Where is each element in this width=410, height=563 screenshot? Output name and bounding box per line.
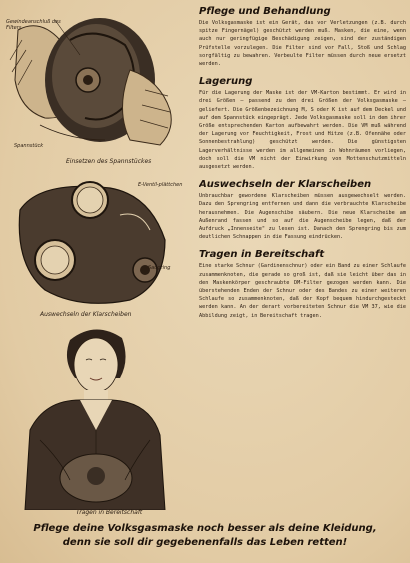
section-care xyxy=(199,6,406,68)
footer-slogan xyxy=(0,522,410,550)
heading-carrying: Tragen in Bereitschaft xyxy=(199,249,325,261)
label-clamp: Spannstück xyxy=(14,143,44,149)
caption-carrying-ready: Tragen in Bereitschaft xyxy=(76,509,143,516)
caption-inserting-clamp: Einsetzen des Spannstückes xyxy=(66,158,152,165)
text-carrying: Eine starke Schnur (Gardinenschnur) oder ein Band zu einer Schlaufe zusammenknoten, die gerade so groß ist, daß sie leicht über das in den Maskenkörper geschraubte DM-Filter gezogen werden kann. Die überstehenden Enden der Schnur oder des Bandes zu einer weiteren Schlaufe so zusammenknoten, daß der Kopf bequem hindurchgesteckt werden kann. An der derart vorbereiteten Schnur die VM 37, wie die Abbildung zeigt, in Bereitschaft tragen. xyxy=(199,263,406,319)
instructions-column xyxy=(199,6,406,516)
heading-care: Pflege und Behandlung xyxy=(199,6,331,17)
section-lens-replacement xyxy=(199,179,406,241)
illustration-woman-carrying-mask xyxy=(0,320,190,510)
illustration-column xyxy=(0,0,190,520)
text-care: Die Volksgasmaske ist ein Gerät, das vor Verletzungen (z.B. durch spitze Fingernägel) geschützt werden muß. Masken, die eine, wenn auch nur geringfügige Beschädigung zeigen, sind der zuständigen Prüfstelle vorzulegen. Die Filter sind vor Fall, Stoß und Schlag sorgfältig zu bewahren. Verbeulte Filter müssen durch neue ersetzt werden. xyxy=(199,20,406,68)
illustration-changing-lenses xyxy=(0,170,190,315)
label-filter-thread: Gewindeanschluß des Filters xyxy=(6,19,61,31)
text-storage: Für die Lagerung der Maske ist der VM-Karton bestimmt. Er wird in drei Größen — passend zu den drei Größen der Volksgasmaske — geliefert. Die Größenbezeichnung M, S oder K ist auf dem Deckel und auf dem Spannstück eingeprägt. Jede Volksgasmaske soll in dem ihrer Größe entsprechenden Karton aufbewahrt werden. Die VM muß während der Lagerung vor Feuchtigkeit, Frost und Hitze (z.B. Ofennähe oder Sonnenbestrahlung) geschützt werden. Die günstigsten Lagerverhältnisse werden im allgemeinen in Wohnräumen vorliegen, doch soll die VM nicht der Einwirkung von Mottenschutzmitteln ausgesetzt werden. xyxy=(199,90,406,171)
footer-line-2: denn sie soll dir gegebenenfalls das Leben retten! xyxy=(62,537,348,548)
label-exhale-valve: E-Ventil-plättchen xyxy=(138,182,183,188)
label-suction-ring: Saugring xyxy=(148,265,171,271)
section-carrying xyxy=(199,249,406,319)
heading-lens-replacement: Auswechseln der Klarscheiben xyxy=(199,179,372,191)
caption-changing-lenses: Auswechseln der Klarscheiben xyxy=(40,311,132,318)
heading-storage: Lagerung xyxy=(199,76,253,88)
section-storage xyxy=(199,76,406,171)
text-lens-replacement: Unbrauchbar gewordene Klarscheiben müssen ausgewechselt werden. Dazu den Sprengring entfernen und dann die verbrauchte Klarscheibe herausnehmen. Die Augenschibe säubern. Die neue Klarscheibe am Außenrand fassen und so auf die Augenscheibe legen, daß der Aufdruck „Innenseite" zu lesen ist. Danach den Sprengring bis zum deutlichen Schnappen in die Fassung eindrücken. xyxy=(199,193,406,241)
footer-line-1: Pflege deine Volksgasmaske noch besser als deine Kleidung, xyxy=(33,523,377,534)
